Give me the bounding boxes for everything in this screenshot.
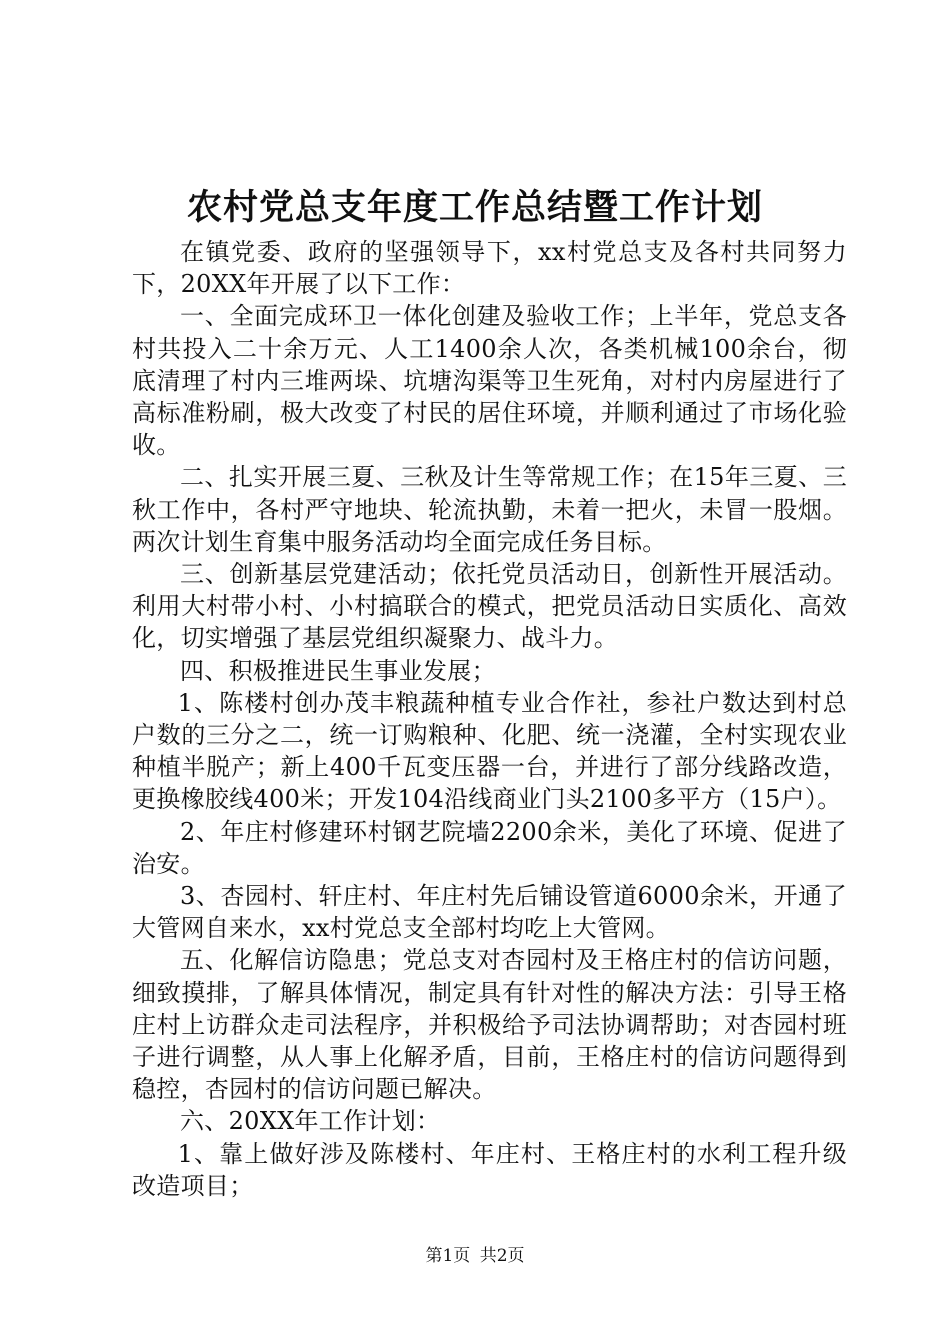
- paragraph-section-1: 一、全面完成环卫一体化创建及验收工作；上半年，党总支各村共投入二十余万元、人工1400余人次，各类机械100余台，彻底清理了村内三堆两垛、坑塘沟渠等卫生死角，对村内房屋进行了高标准粉刷，极大改变了村民的居住环境，并顺利通过了市场化验收。: [132, 302, 847, 460]
- paragraph-item-4-3: 3、杏园村、轩庄村、年庄村先后铺设管道6000余米，开通了大管网自来水，xx村党总支全部村均吃上大管网。: [132, 882, 847, 943]
- document-title: 农村党总支年度工作总结暨工作计划: [186, 187, 763, 228]
- paragraph-section-5: 五、化解信访隐患；党总支对杏园村及王格庄村的信访问题，细致摸排，了解具体情况，制定具有针对性的解决方法：引导王格庄村上访群众走司法程序，并积极给予司法协调帮助；对杏园村班子进行调整，从人事上化解矛盾，目前，王格庄村的信访问题得到稳控，杏园村的信访问题已解决。: [132, 946, 847, 1104]
- paragraph-item-6-1: 1、靠上做好涉及陈楼村、年庄村、王格庄村的水利工程升级改造项目；: [132, 1139, 847, 1200]
- document-body: [132, 236, 847, 1202]
- paragraph-section-3: 三、创新基层党建活动；依托党员活动日，创新性开展活动。利用大村带小村、小村搞联合的模式，把党员活动日实质化、高效化，切实增强了基层党组织凝聚力、战斗力。: [132, 560, 847, 653]
- paragraph-section-2: 二、扎实开展三夏、三秋及计生等常规工作；在15年三夏、三秋工作中，各村严守地块、轮流执勤，未着一把火，未冒一股烟。两次计划生育集中服务活动均全面完成任务目标。: [132, 463, 847, 556]
- page-number-total: 共2页: [479, 1246, 525, 1266]
- page-number-current: 第1页: [425, 1246, 471, 1266]
- paragraph-item-4-1: 1、陈楼村创办茂丰粮蔬种植专业合作社，参社户数达到村总户数的三分之二，统一订购粮种、化肥、统一浇灌，全村实现农业种植半脱产；新上400千瓦变压器一台，并进行了部分线路改造，更换橡胶线400米；开发104沿线商业门头2100多平方（15户）。: [132, 688, 847, 814]
- page-footer: [0, 1244, 950, 1268]
- paragraph-item-4-2: 2、年庄村修建环村钢艺院墙2200余米，美化了环境、促进了治安。: [132, 817, 847, 878]
- paragraph-section-4: 四、积极推进民生事业发展；: [180, 656, 496, 685]
- paragraph-intro: 在镇党委、政府的坚强领导下，xx村党总支及各村共同努力下，20XX年开展了以下工作：: [132, 238, 847, 299]
- paragraph-section-6: 六、20XX年工作计划：: [180, 1107, 441, 1136]
